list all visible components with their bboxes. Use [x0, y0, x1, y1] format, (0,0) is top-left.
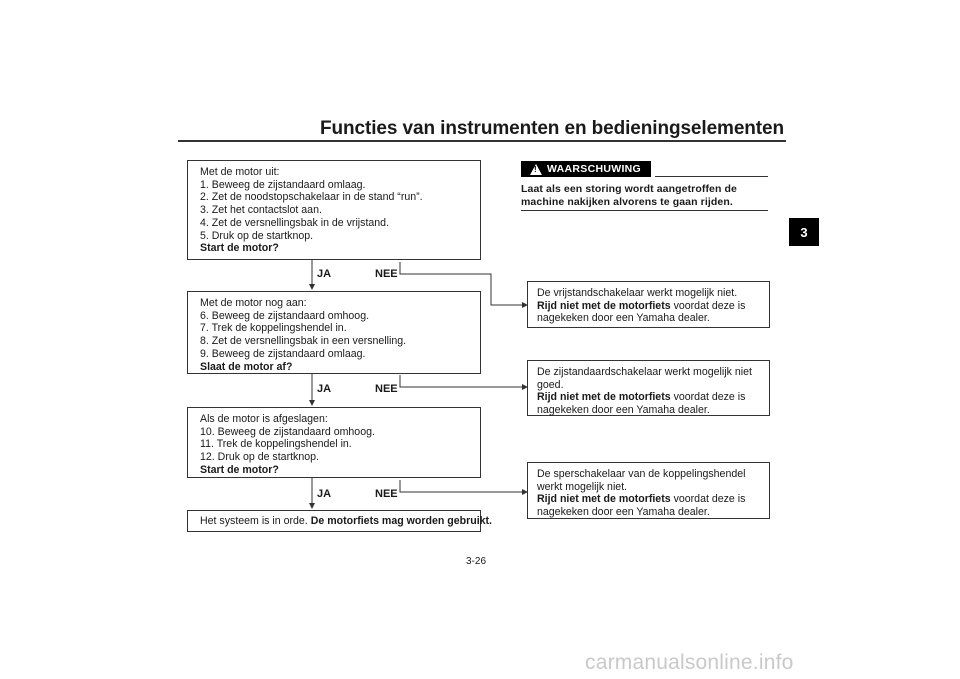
result-line: De zijstandaardschakelaar werkt mogelijk niet: [537, 366, 752, 378]
result-rest: voordat deze is: [670, 299, 746, 312]
result-line: nagekeken door een Yamaha dealer.: [537, 506, 710, 519]
step-line: 5. Druk op de startknop.: [200, 229, 314, 242]
page-title: Functies van instrumenten en bedieningselementen: [320, 118, 784, 139]
warning-line: Laat als een storing wordt aangetroffen de: [521, 183, 737, 195]
step-line: 11. Trek de koppelingshendel in.: [200, 438, 352, 451]
final-text: Het systeem is in orde.: [200, 515, 308, 527]
result-line: De vrijstandschakelaar werkt mogelijk niet.: [537, 287, 738, 299]
step-line: Als de motor is afgeslagen:: [200, 413, 328, 425]
result-line: nagekeken door een Yamaha dealer.: [537, 404, 710, 417]
warning-rule-top: [655, 176, 768, 177]
chapter-tab: 3: [789, 218, 819, 246]
step-line: 1. Beweeg de zijstandaard omlaag.: [200, 178, 366, 191]
warning-line: machine nakijken alvorens te gaan rijden.: [521, 195, 733, 208]
step-line: 7. Trek de koppelingshendel in.: [200, 322, 347, 335]
step-line: 6. Beweeg de zijstandaard omhoog.: [200, 309, 370, 322]
watermark: carmanualsonline.info: [585, 651, 794, 674]
result-line: nagekeken door een Yamaha dealer.: [537, 312, 710, 325]
step-line: 2. Zet de noodstopschakelaar in de stand “run”.: [200, 191, 423, 204]
flow-step-box-2: [187, 291, 481, 374]
warning-label: WAARSCHUWING: [547, 163, 642, 175]
step-question: Start de motor?: [200, 242, 279, 255]
result-bold: Rijd niet met de motorfiets: [537, 493, 671, 506]
no-label: NEE: [375, 488, 398, 500]
step-line: 3. Zet het contactslot aan.: [200, 204, 322, 217]
flow-step-box-3: [187, 407, 481, 478]
result-line: werkt mogelijk niet.: [537, 480, 628, 493]
step-line: Met de motor nog aan:: [200, 297, 307, 309]
no-arrow-3: [400, 480, 527, 492]
final-bold-text: De motorfiets mag worden gebruikt.: [310, 515, 492, 527]
flow-step-box-1: [187, 160, 481, 260]
result-rest: voordat deze is: [670, 493, 746, 506]
step-line: 10. Beweeg de zijstandaard omhoog.: [200, 425, 375, 438]
yes-label: JA: [317, 383, 332, 395]
flow-final-box: [187, 510, 492, 532]
page-number: 3-26: [466, 556, 487, 567]
result-line: goed.: [537, 378, 564, 391]
result-rest: voordat deze is: [670, 391, 746, 404]
warning-rule-bottom: [521, 210, 768, 211]
step-question: Start de motor?: [200, 463, 279, 476]
yes-label: JA: [317, 488, 332, 500]
result-box-2: [527, 360, 770, 416]
no-label: NEE: [375, 383, 398, 395]
result-box-1: [527, 281, 770, 328]
no-label: NEE: [375, 268, 398, 280]
step-line: 12. Druk op de startknop.: [200, 451, 319, 464]
step-line: 4. Zet de versnellingsbak in de vrijstand.: [200, 216, 390, 229]
warning-banner: [521, 161, 651, 177]
step-line: Met de motor uit:: [200, 166, 280, 178]
result-box-3: [527, 462, 770, 519]
warning-triangle-icon: !: [530, 164, 542, 175]
step-question: Slaat de motor af?: [200, 360, 293, 373]
result-line: De sperschakelaar van de koppelingshendel: [537, 468, 746, 480]
no-arrow-2: [400, 375, 527, 387]
yes-label: JA: [317, 268, 332, 280]
step-line: 9. Beweeg de zijstandaard omlaag.: [200, 347, 366, 360]
result-bold: Rijd niet met de motorfiets: [537, 299, 671, 312]
warning-text: [521, 183, 771, 208]
result-bold: Rijd niet met de motorfiets: [537, 391, 671, 404]
step-line: 8. Zet de versnellingsbak in een versnelling.: [200, 335, 407, 348]
